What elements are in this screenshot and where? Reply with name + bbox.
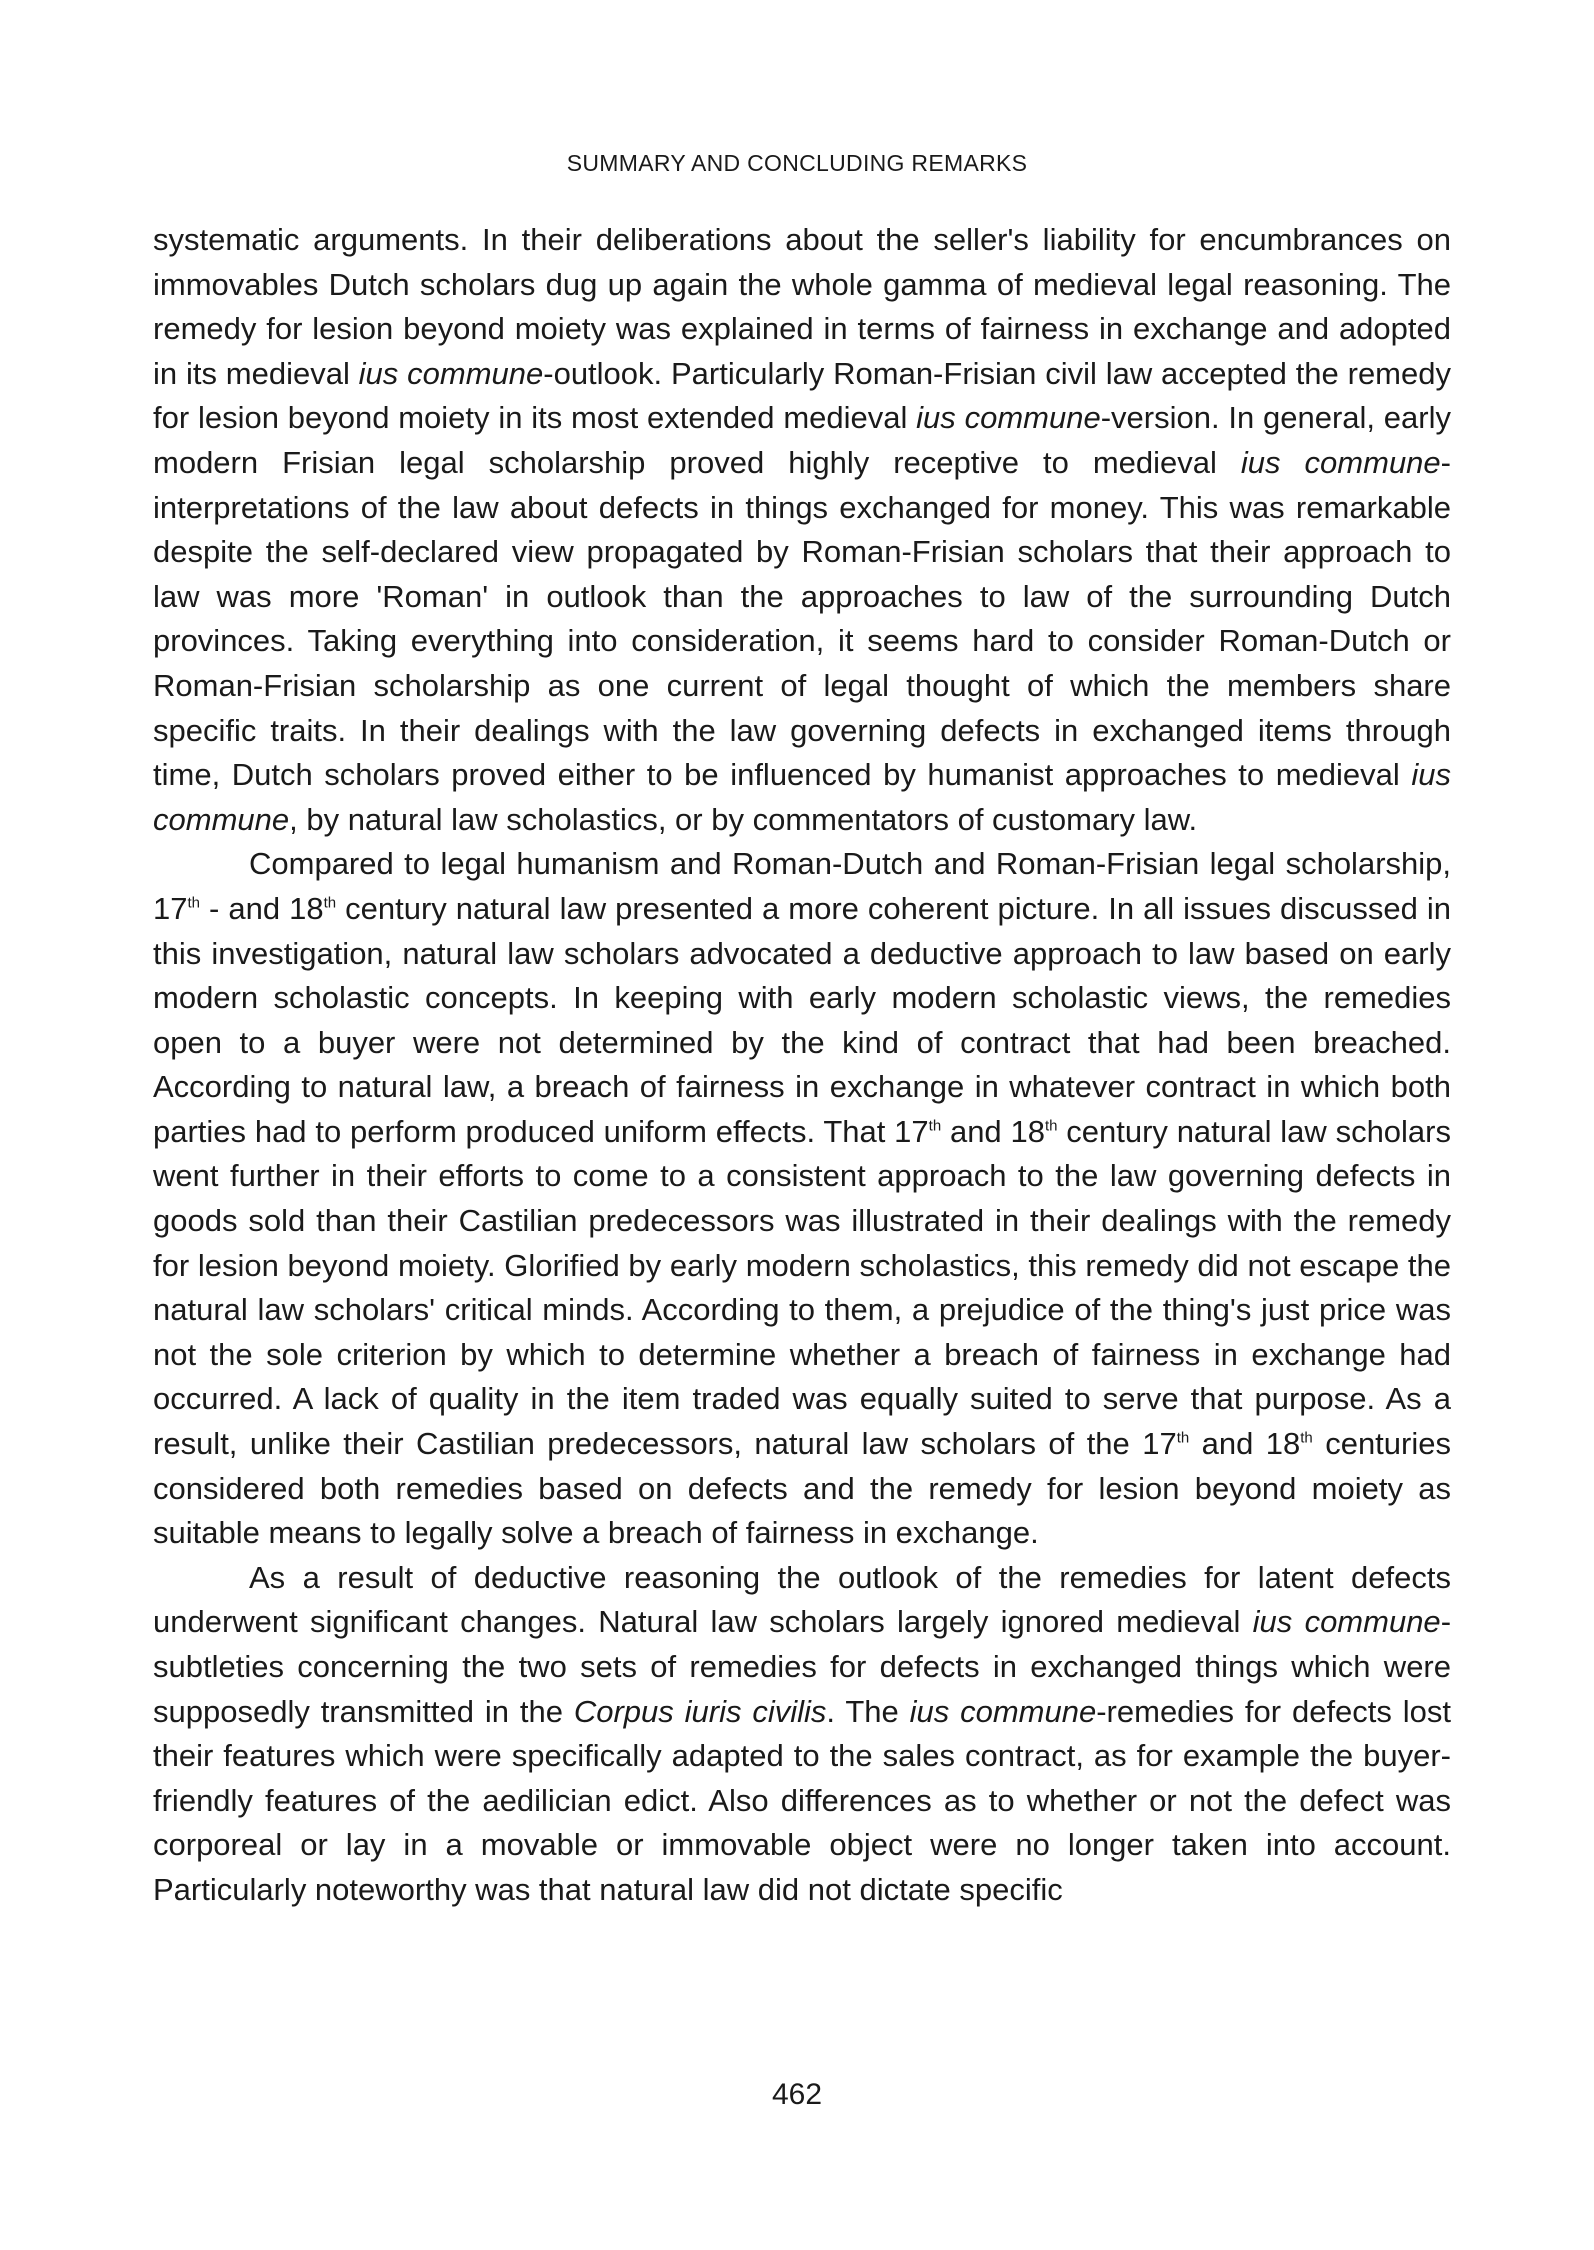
body-text <box>153 218 1451 1913</box>
text-run: -subtleties concerning the two sets of remedies for defects in exchanged things which were supposedly transmitted in the <box>153 1604 1452 1729</box>
text-run: As a result of deductive reasoning the outlook of the remedies for latent defects underwent significant changes. Natural law scholars largely ignored medieval <box>153 1559 1451 1640</box>
paragraph-3 <box>153 1556 1451 1913</box>
italic-term: ius commune <box>916 400 1101 436</box>
text-run: Compared to legal humanism and Roman-Dutch and Roman-Frisian legal scholarship, 17 <box>153 846 1451 926</box>
italic-term: ius commune <box>1252 1604 1441 1640</box>
text-run: century natural law scholars went further in their efforts to come to a consistent approach to the law governing defects in goods sold than their Castilian predecessors was illustrated in their dealings with the remedy for lesion beyond moiety. Glorified by early modern scholastics, this remedy did not escape the natural law scholars' critical minds. According to them, a prejudice of the thing's just price was not the sole criterion by which to determine whether a breach of fairness in exchange had occurred. A lack of quality in the item traded was equally suited to serve that purpose. As a result, unlike their Castilian predecessors, natural law scholars of the 17 <box>153 1113 1451 1462</box>
italic-term: ius commune <box>153 757 1451 837</box>
ordinal-suffix: th <box>1300 1429 1313 1447</box>
text-run: systematic arguments. In their deliberations about the seller's liability for encumbrances on immovables Dutch scholars dug up again the whole gamma of medieval legal reasoning. The remedy for lesion beyond moiety was explained in terms of fairness in exchange and adopted in its medieval <box>153 222 1451 391</box>
text-run: -interpretations of the law about defects in things exchanged for money. This was remarkable despite the self-declared view propagated by Roman-Frisian scholars that their approach to law was more 'Roman' in outlook than the approaches to law of the surrounding Dutch provinces. Taking everything into consideration, it seems hard to consider Roman-Dutch or Roman-Frisian scholarship as one current of legal thought of which the members share specific traits. In their dealings with the law governing defects in exchanged items through time, Dutch scholars proved either to be influenced by humanist approaches to medieval <box>153 444 1451 793</box>
page-number: 462 <box>771 2078 823 2111</box>
italic-term: ius commune <box>1240 444 1441 480</box>
text-run: , by natural law scholastics, or by commentators of customary law. <box>289 801 1198 837</box>
italic-term: Corpus iuris civilis <box>573 1693 827 1729</box>
ordinal-suffix: th <box>1176 1429 1190 1447</box>
text-run: century natural law presented a more coherent picture. In all issues discussed in this investigation, natural law scholars advocated a deductive approach to law based on early modern scholastic concepts. In keeping with early modern scholastic views, the remedies open to a buyer were not determined by the kind of contract that had been breached. According to natural law, a breach of fairness in exchange in whatever contract in which both parties had to perform produced uniform effects. That 17 <box>153 890 1451 1149</box>
ordinal-suffix: th <box>928 1117 942 1135</box>
paragraph-2 <box>153 842 1451 1556</box>
ordinal-suffix: th <box>1044 1117 1058 1135</box>
text-run: -version. In general, early modern Frisian legal scholarship proved highly receptive to medieval <box>153 400 1451 480</box>
ordinal-suffix: th <box>187 894 200 912</box>
paragraph-1 <box>153 218 1451 842</box>
text-run: - and 18 <box>200 890 324 926</box>
italic-term: ius commune <box>358 355 544 391</box>
text-run: -outlook. Particularly Roman-Frisian civil law accepted the remedy for lesion beyond moiety in its most extended medieval <box>153 355 1451 436</box>
text-run: . The <box>826 1693 910 1729</box>
text-run: centuries considered both remedies based on defects and the remedy for lesion beyond moiety as suitable means to legally solve a breach of fairness in exchange. <box>153 1426 1451 1551</box>
text-run: and 18 <box>941 1113 1045 1149</box>
text-run: and 18 <box>1189 1426 1301 1462</box>
ordinal-suffix: th <box>323 894 337 912</box>
italic-term: ius commune <box>909 1693 1097 1729</box>
running-header: SUMMARY AND CONCLUDING REMARKS <box>566 150 1028 176</box>
text-run: -remedies for defects lost their features which were specifically adapted to the sales contract, as for example the buyer-friendly features of the aedilician edict. Also differences as to whether or not the defect was corporeal or lay in a movable or immovable object were no longer taken into account. Particularly noteworthy was that natural law did not dictate specific <box>153 1693 1452 1907</box>
